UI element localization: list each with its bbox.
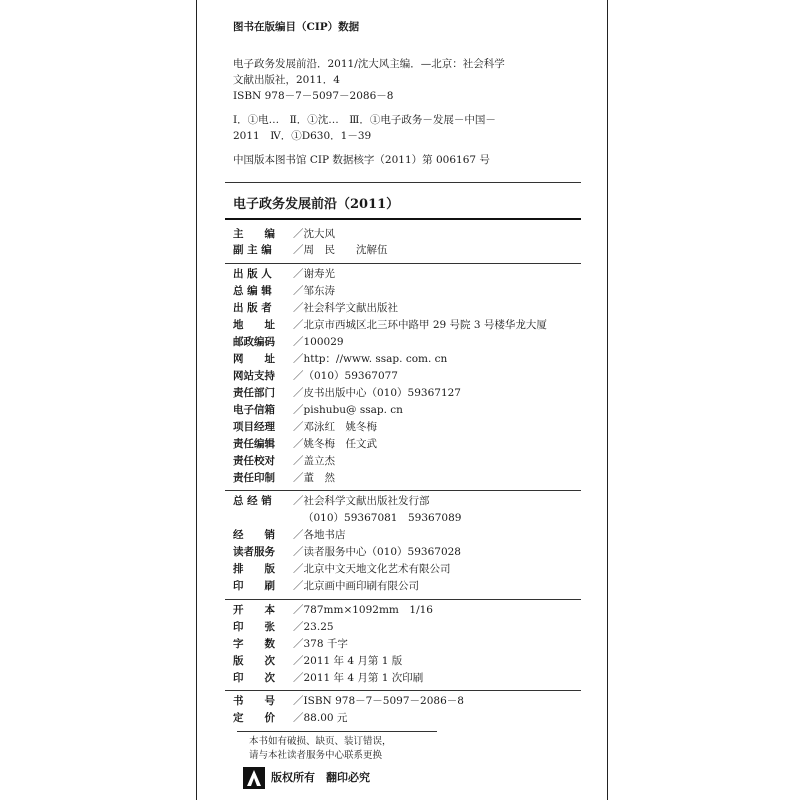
info-label: 地 址 [233,319,275,331]
dist-label: 读者服务 [233,546,275,558]
spec-label: 字 数 [233,638,275,650]
dist-value: ／读者服务中心（010）59367028 [293,546,461,558]
info-label: 责任校对 [233,455,275,467]
divider [225,690,581,691]
info-value: ／http：//www. ssap. com. cn [293,353,448,365]
divider [225,599,581,600]
spec-label: 印 次 [233,672,275,684]
info-label: 网站支持 [233,370,275,382]
cip-line: 电子政务发展前沿．2011/沈大风主编．—北京：社会科学 [233,58,505,70]
notice-line: 请与本社读者服务中心联系更换 [249,750,383,761]
spec-value: ／787mm×1092mm 1/16 [293,604,433,616]
info-value: ／100029 [293,336,344,348]
cip-line: 文献出版社，2011．4 [233,74,340,86]
spec-label: 版 次 [233,655,275,667]
divider [225,218,581,220]
spec-label: 开 本 [233,604,275,616]
divider [225,263,581,264]
spec-label: 印 张 [233,621,275,633]
publisher-logo-icon [243,767,265,789]
editor-value: ／沈大风 [293,228,335,240]
info-value: ／邹东涛 [293,285,335,297]
editor-label: 主 编 [233,228,275,240]
dist-label: 经 销 [233,529,275,541]
copyright-page [196,0,608,800]
cip-number: 中国版本图书馆 CIP 数据核字（2011）第 006167 号 [233,154,490,166]
dist-label: 排 版 [233,563,275,575]
info-value: ／北京市西城区北三环中路甲 29 号院 3 号楼华龙大厦 [293,319,547,331]
info-label: 电子信箱 [233,404,275,416]
info-label: 总 编 辑 [233,285,272,297]
info-value: ／谢寿光 [293,268,335,280]
info-value: ／姚冬梅 任文武 [293,438,377,450]
editor-value: ／周 民 沈解伍 [293,244,388,256]
price-label: 定 价 [233,712,275,724]
divider [225,182,581,183]
info-label: 出 版 者 [233,302,272,314]
info-value: ／盖立杰 [293,455,335,467]
info-label: 责任部门 [233,387,275,399]
info-label: 责任编辑 [233,438,275,450]
info-value: ／皮书出版中心（010）59367127 [293,387,461,399]
divider [225,490,581,491]
info-value: ／邓泳红 姚冬梅 [293,421,377,433]
notice-line: 本书如有破损、缺页、装订错误， [249,736,392,747]
cip-line: ISBN 978－7－5097－2086－8 [233,90,394,102]
dist-value: ／各地书店 [293,529,346,541]
classification-line: 2011 Ⅳ．①D630．1－39 [233,130,372,142]
info-label: 责任印制 [233,472,275,484]
divider [237,731,437,732]
info-value: ／pishubu@ ssap. cn [293,404,403,416]
spec-value: ／2011 年 4 月第 1 版 [293,655,403,667]
editor-label: 副 主 编 [233,244,272,256]
dist-label: 印 刷 [233,580,275,592]
info-label: 邮政编码 [233,336,275,348]
info-label: 网 址 [233,353,275,365]
dist-value: ／社会科学文献出版社发行部 [293,495,430,507]
copyright-notice: 版权所有 翻印必究 [271,771,370,784]
isbn-label: 书 号 [233,695,275,707]
dist-value: （010）59367081 59367089 [303,512,462,524]
info-value: ／社会科学文献出版社 [293,302,398,314]
info-value: ／董 然 [293,472,335,484]
price-value: ／88.00 元 [293,712,348,724]
info-value: ／（010）59367077 [293,370,398,382]
dist-value: ／北京画中画印刷有限公司 [293,580,419,592]
info-label: 出 版 人 [233,268,272,280]
spec-value: ／378 千字 [293,638,348,650]
cip-heading: 图书在版编目（CIP）数据 [233,21,360,33]
classification-line: Ⅰ．①电… Ⅱ．①沈… Ⅲ．①电子政务－发展－中国－ [233,114,496,126]
book-title: 电子政务发展前沿（2011） [233,197,400,212]
dist-label: 总 经 销 [233,495,272,507]
info-label: 项目经理 [233,421,275,433]
spec-value: ／2011 年 4 月第 1 次印刷 [293,672,424,684]
isbn-value: ／ISBN 978－7－5097－2086－8 [293,695,464,707]
dist-value: ／北京中文天地文化艺术有限公司 [293,563,451,575]
spec-value: ／23.25 [293,621,334,633]
